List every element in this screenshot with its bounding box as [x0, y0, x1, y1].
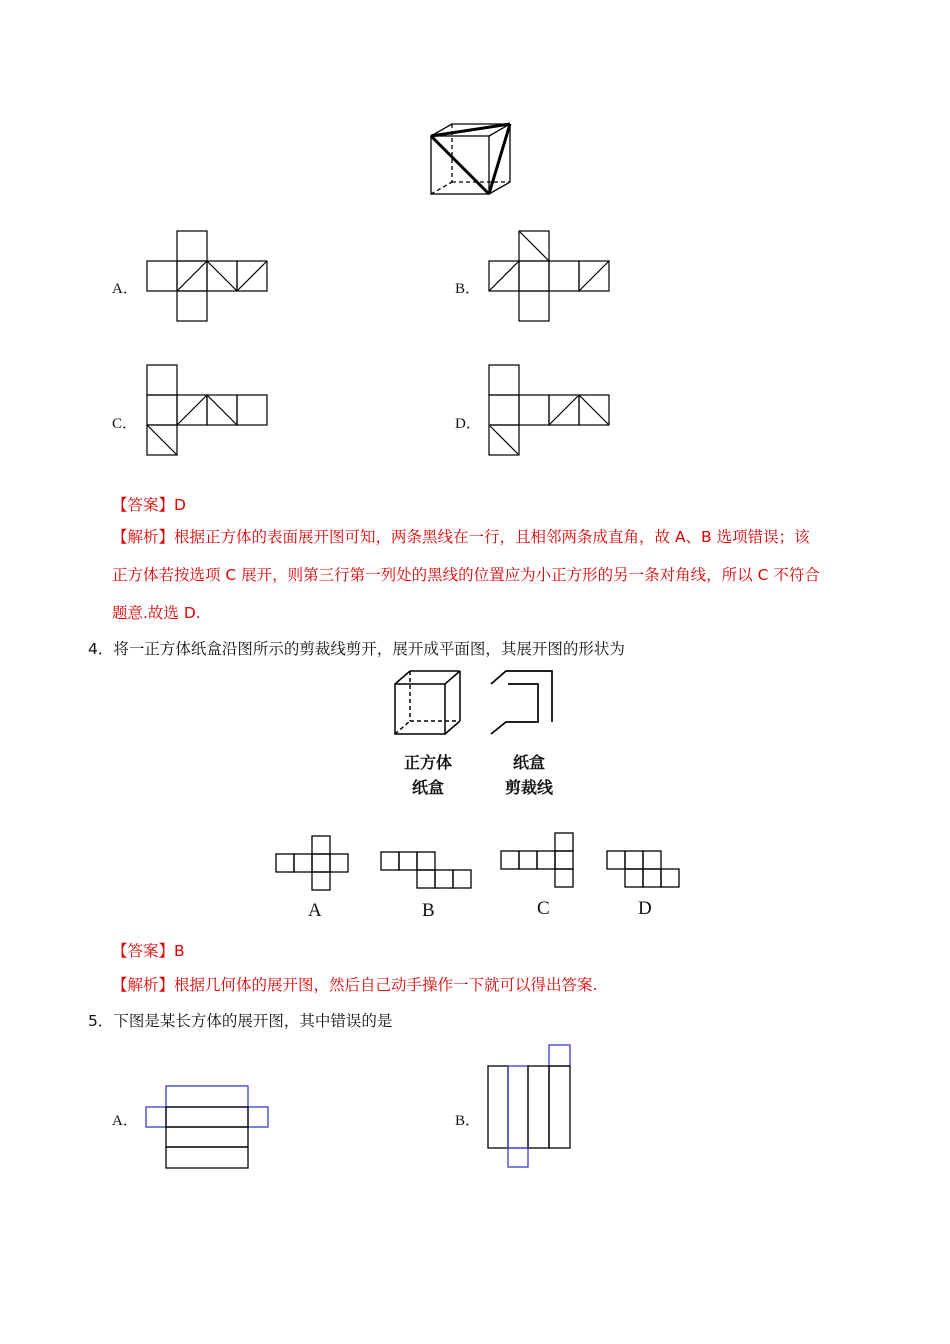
q3-option-d-net	[488, 364, 610, 456]
cube-with-diagonals-figure	[428, 122, 514, 198]
answer-tag: 【答案】	[112, 496, 175, 514]
caption-line-1: 纸盒	[512, 753, 545, 772]
q4-option-a-net	[275, 835, 351, 891]
answer-value: B	[174, 942, 185, 960]
q5-option-b-net	[487, 1044, 573, 1170]
cut-lines-figure	[488, 668, 554, 740]
question-text: 下图是某长方体的展开图，其中错误的是	[113, 1012, 393, 1030]
cut-lines-caption	[489, 750, 569, 800]
q5-option-a-net	[145, 1085, 273, 1171]
question-text: 将一正方体纸盒沿图所示的剪裁线剪开，展开成平面图，其展开图的形状为	[113, 640, 625, 658]
q4-analysis	[112, 968, 597, 1002]
q3-analysis-line-1	[112, 520, 810, 554]
q3-option-d-label: D．	[455, 416, 481, 432]
q5-stem	[88, 1004, 392, 1038]
q3-analysis-line-3: 题意.故选 D.	[112, 604, 201, 622]
q4-answer	[112, 934, 185, 968]
q4-option-b-letter: B	[422, 900, 435, 921]
q3-option-a-net	[146, 230, 268, 322]
q4-stem	[88, 632, 625, 666]
q4-option-c-net	[500, 832, 576, 890]
question-number: 4．	[88, 640, 114, 658]
q4-option-c-letter: C	[537, 898, 550, 919]
q3-option-c-label: C．	[112, 416, 138, 432]
answer-tag: 【答案】	[112, 942, 175, 960]
analysis-text: 根据正方体的表面展开图可知，两条黑线在一行，且相邻两条成直角，故 A、B 选项错误；该	[174, 528, 810, 546]
caption-line-2: 纸盒	[411, 778, 444, 797]
q3-option-a-label: A．	[112, 281, 138, 297]
analysis-text: 根据几何体的展开图，然后自己动手操作一下就可以得出答案.	[174, 976, 598, 994]
q3-option-c-net	[146, 364, 268, 456]
analysis-tag: 【解析】	[112, 976, 175, 994]
answer-value: D	[174, 496, 186, 514]
caption-line-1: 正方体	[403, 753, 452, 772]
question-number: 5．	[88, 1012, 114, 1030]
q5-option-a-label: A．	[112, 1113, 138, 1129]
q5-option-b-label: B．	[455, 1113, 481, 1129]
caption-line-2: 剪裁线	[504, 778, 553, 797]
q4-option-d-net	[606, 850, 686, 890]
q3-option-b-net	[488, 230, 610, 322]
q4-option-d-letter: D	[638, 898, 652, 919]
q4-option-b-net	[380, 851, 476, 891]
q3-analysis-line-2: 正方体若按选项 C 展开，则第三行第一列处的黑线的位置应为小正方形的另一条对角线，所以 C 不符合	[112, 566, 820, 584]
q3-answer	[112, 488, 186, 522]
cube-box-caption	[388, 750, 468, 800]
q4-option-a-letter: A	[308, 900, 322, 921]
analysis-tag: 【解析】	[112, 528, 175, 546]
q3-option-b-label: B．	[455, 281, 481, 297]
cube-box-figure	[392, 668, 464, 740]
